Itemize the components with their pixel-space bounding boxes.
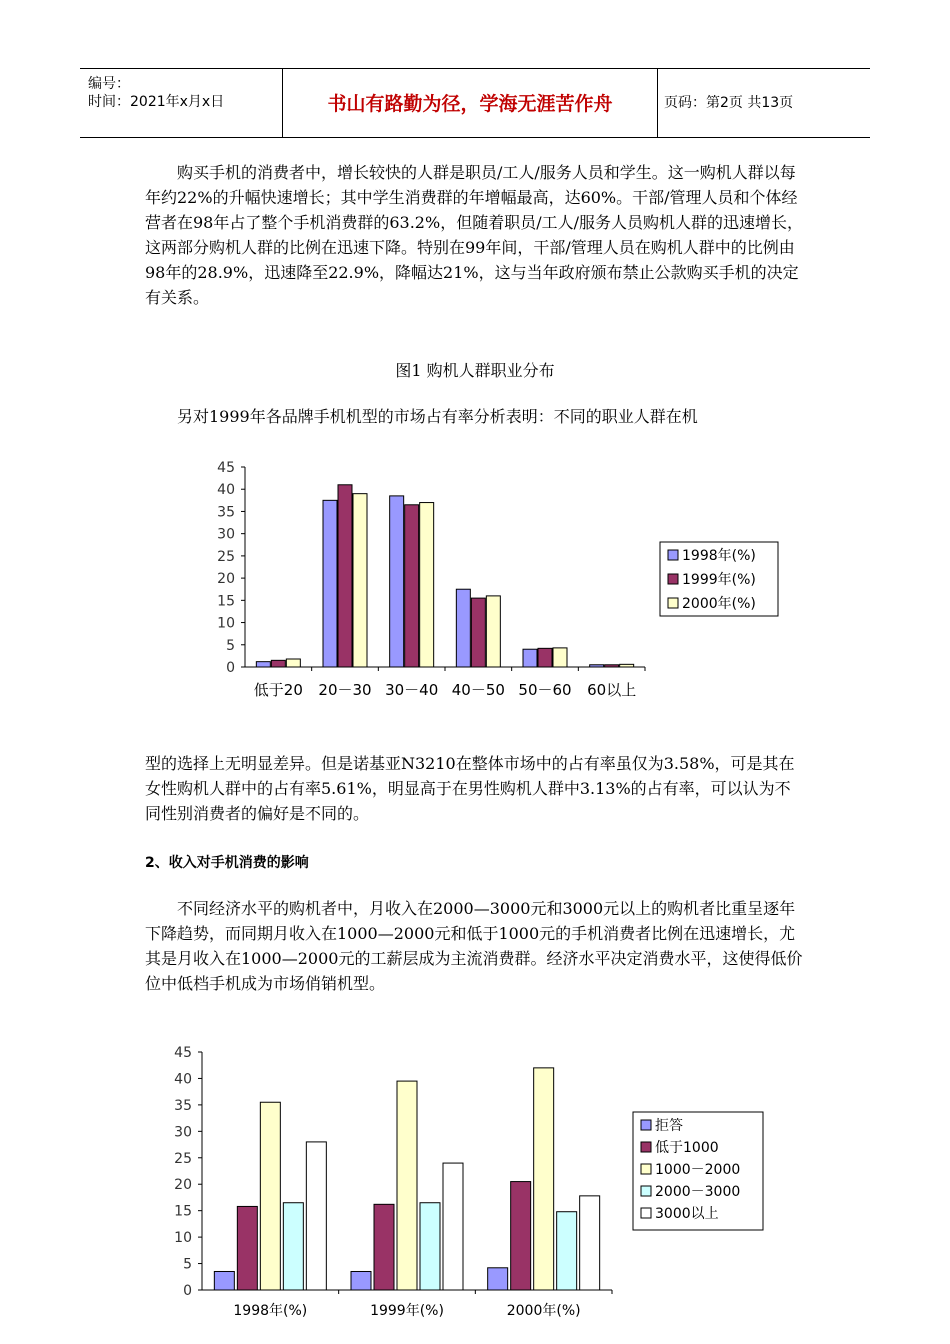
bar — [605, 665, 619, 667]
chart-income-distribution — [150, 1040, 790, 1335]
legend-swatch — [641, 1164, 651, 1174]
y-tick-label: 25 — [174, 1150, 192, 1167]
header-meta-cell — [80, 69, 283, 137]
bar — [488, 1268, 508, 1290]
page-number-label: 页码：第2页 共13页 — [664, 95, 794, 111]
bar — [456, 589, 470, 667]
bar — [511, 1182, 531, 1290]
bar — [374, 1204, 394, 1290]
bar — [557, 1212, 577, 1290]
legend-swatch — [641, 1120, 651, 1130]
legend-swatch — [641, 1208, 651, 1218]
x-category-label: 30－40 — [385, 681, 439, 699]
x-category-label: 1999年(%) — [370, 1303, 444, 1319]
y-tick-label: 5 — [226, 637, 235, 654]
x-category-label: 20－30 — [318, 681, 372, 699]
paragraph-3: 型的选择上无明显差异。但是诺基亚N3210在整体市场中的占有率虽仅为3.58%，可是其在女性购机人群中的占有率5.61%，明显高于在男性购机人群中3.13%的占有率，可以认为不同性别消费者的偏好是不同的。 — [145, 754, 795, 823]
page-header — [80, 68, 870, 138]
doc-date-label: 时间：2021年x月x日 — [88, 94, 225, 110]
x-category-label: 40－50 — [451, 681, 505, 699]
legend-swatch — [668, 550, 678, 560]
legend-label: 拒答 — [655, 1118, 683, 1134]
y-tick-label: 10 — [174, 1230, 192, 1247]
x-category-label: 50－60 — [518, 681, 572, 699]
legend-swatch — [641, 1186, 651, 1196]
bar — [420, 503, 434, 667]
y-tick-label: 40 — [217, 482, 235, 499]
bar — [405, 505, 419, 667]
y-tick-label: 10 — [217, 615, 235, 632]
section-2-title: 2、收入对手机消费的影响 — [145, 855, 309, 871]
bar — [420, 1203, 440, 1290]
bar — [286, 659, 300, 667]
bar — [390, 496, 404, 667]
bar — [237, 1206, 257, 1290]
bar — [590, 665, 604, 667]
paragraph-2: 另对1999年各品牌手机机型的市场占有率分析表明：不同的职业人群在机 — [177, 407, 698, 426]
bar — [271, 660, 285, 667]
doc-number-label: 编号： — [88, 76, 130, 92]
y-tick-label: 15 — [174, 1203, 192, 1220]
bar — [553, 648, 567, 667]
x-category-label: 2000年(%) — [506, 1303, 581, 1319]
y-tick-label: 40 — [174, 1071, 192, 1088]
bar — [486, 596, 500, 667]
x-category-label: 1998年(%) — [233, 1303, 308, 1319]
legend-swatch — [668, 574, 678, 584]
bar — [351, 1271, 371, 1290]
bar — [214, 1271, 234, 1290]
y-tick-label: 30 — [174, 1124, 192, 1141]
bar — [256, 662, 270, 667]
y-tick-label: 0 — [226, 660, 235, 676]
y-tick-label: 30 — [217, 526, 235, 543]
y-tick-label: 20 — [174, 1177, 192, 1194]
y-tick-label: 45 — [217, 460, 235, 476]
legend-label: 1000－2000 — [655, 1162, 741, 1178]
bar — [580, 1196, 600, 1290]
y-tick-label: 15 — [217, 593, 235, 610]
bar — [397, 1081, 417, 1290]
bar — [471, 598, 485, 667]
paragraph-4: 不同经济水平的购机者中，月收入在2000—3000元和3000元以上的购机者比重呈逐年下降趋势，而同期月收入在1000—2000元和低于1000元的手机消费者比例在迅速增长，尤其是月收入在1000—2000元的工薪层成为主流消费群。经济水平决定消费水平，这使得低价位中低档手机成为市场俏销机型。 — [145, 899, 803, 993]
figure-1-caption: 图1 购机人群职业分布 — [395, 361, 555, 380]
bar — [338, 485, 352, 667]
paragraph-1: 购买手机的消费者中，增长较快的人群是职员/工人/服务人员和学生。这一购机人群以每年约22%的升幅快速增长；其中学生消费群的年增幅最高，达60%。干部/管理人员和个体经营者在98年占了整个手机消费群的63.2%，但随着职员/工人/服务人员购机人群的迅速增长，这两部分购机人群的比例在迅速下降。特别在99年间，干部/管理人员在购机人群中的比例由98年的28.9%，迅速降至22.9%，降幅达21%，这与当年政府颁布禁止公款购买手机的决定有关系。 — [145, 163, 803, 307]
bar — [620, 664, 634, 667]
legend-label: 低于1000 — [655, 1140, 719, 1156]
legend-label: 1998年(%) — [682, 548, 756, 564]
bar — [443, 1163, 463, 1290]
legend-label: 3000以上 — [655, 1206, 719, 1222]
x-category-label: 低于20 — [253, 681, 303, 699]
bar — [283, 1203, 303, 1290]
legend-label: 1999年(%) — [682, 572, 756, 588]
bar — [260, 1102, 280, 1290]
bar — [323, 500, 337, 667]
x-category-label: 60以上 — [587, 681, 637, 699]
y-tick-label: 0 — [183, 1283, 192, 1299]
y-tick-label: 20 — [217, 571, 235, 588]
header-motto: 书山有路勤为径，学海无涯苦作舟 — [283, 69, 658, 137]
y-tick-label: 25 — [217, 548, 235, 565]
y-tick-label: 35 — [174, 1097, 192, 1114]
bar — [306, 1142, 326, 1290]
bar — [538, 648, 552, 667]
bar — [534, 1068, 554, 1290]
legend-label: 2000－3000 — [655, 1184, 741, 1200]
bar — [353, 494, 367, 667]
bar — [523, 649, 537, 667]
legend-label: 2000年(%) — [682, 596, 756, 612]
legend-swatch — [641, 1142, 651, 1152]
chart-occupation-distribution — [200, 455, 800, 710]
y-tick-label: 45 — [174, 1045, 192, 1061]
y-tick-label: 5 — [183, 1256, 192, 1273]
y-tick-label: 35 — [217, 504, 235, 521]
legend-swatch — [668, 598, 678, 608]
